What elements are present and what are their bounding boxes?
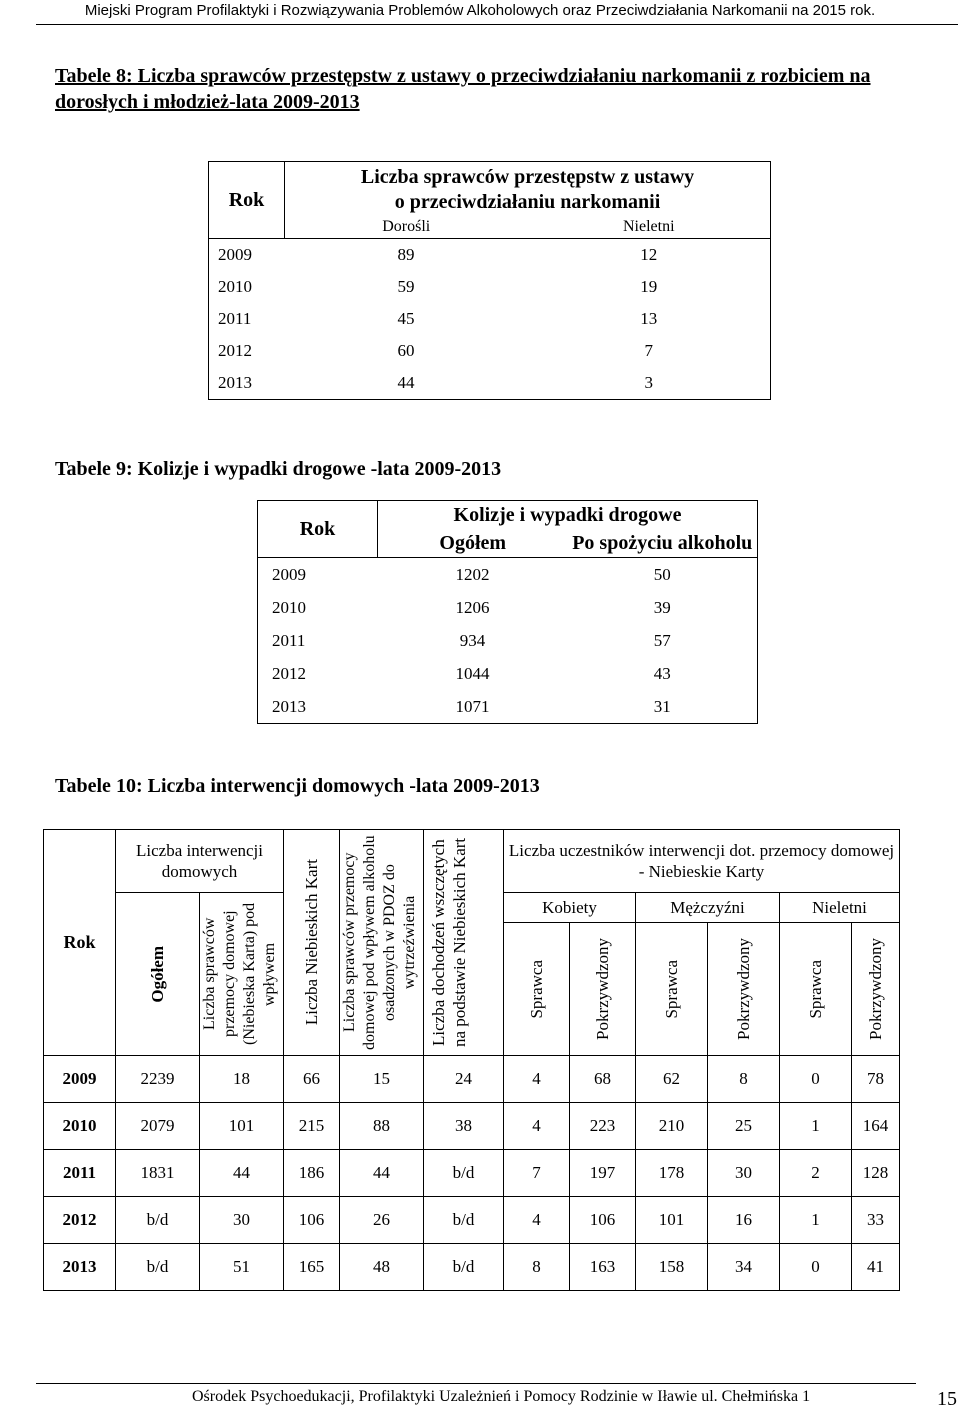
table10-header-victim-label: Pokrzywdzony [734, 938, 754, 1040]
table9-year: 2011 [272, 630, 306, 650]
table10-cell: 38 [424, 1103, 504, 1150]
table10 [43, 829, 900, 1291]
table8-minors: 19 [640, 277, 658, 296]
table9-alcohol: 57 [653, 630, 671, 650]
table9-year: 2010 [272, 597, 306, 617]
table10-cell: 18 [200, 1056, 284, 1103]
table10-cell: 66 [284, 1056, 340, 1103]
table-row [44, 1103, 900, 1150]
table10-cell: 48 [340, 1244, 424, 1291]
page-header: Miejski Program Profilaktyki i Rozwiązywania Problemów Alkoholowych oraz Przeciwdziałania Narkomanii na 2015 rok. [84, 2, 876, 19]
table9-year: 2013 [272, 696, 306, 716]
table10-cell: 78 [852, 1056, 900, 1103]
table10-cell: 106 [284, 1197, 340, 1244]
table10-cell: 51 [200, 1244, 284, 1291]
table10-cell: 186 [284, 1150, 340, 1197]
table10-header-perpetrators-alcohol [200, 893, 284, 1056]
table8-minors: 3 [644, 373, 653, 392]
table10-cell: 0 [780, 1056, 852, 1103]
table10-header-total [116, 893, 200, 1056]
table10-caption: Tabele 10: Liczba interwencji domowych -lata 2009-2013 [55, 775, 540, 797]
table10-cell: 8 [504, 1244, 570, 1291]
table10-header-proceedings-label: Liczba dochodzeń wszczętych na podstawie Niebieskich Kart [428, 837, 469, 1048]
table8-minors: 13 [640, 309, 658, 328]
table9-alcohol: 39 [653, 597, 671, 617]
footer-divider [36, 1383, 916, 1384]
table-row [209, 335, 771, 367]
table10-year: 2009 [44, 1056, 116, 1103]
table8-year: 2011 [218, 309, 252, 328]
table10-cell: 24 [424, 1056, 504, 1103]
table10-header-proceedings [424, 830, 504, 1056]
table9-header-total: Ogółem [378, 530, 568, 557]
table-row [258, 690, 758, 724]
table10-year: 2013 [44, 1244, 116, 1291]
table10-cell: b/d [116, 1197, 200, 1244]
table-row [258, 657, 758, 690]
table10-cell: 26 [340, 1197, 424, 1244]
table10-cell: 30 [708, 1150, 780, 1197]
table10-year: 2010 [44, 1103, 116, 1150]
table8-adults: 45 [397, 309, 415, 328]
table10-cell: 15 [340, 1056, 424, 1103]
table8-adults: 59 [397, 277, 415, 296]
table-row [44, 1056, 900, 1103]
table10-cell: 0 [780, 1244, 852, 1291]
table10-cell: b/d [424, 1150, 504, 1197]
table8-adults: 60 [397, 341, 415, 360]
table10-year: 2012 [44, 1197, 116, 1244]
table10-header-participants: Liczba uczestników interwencji dot. przemocy domowej - Niebieskie Karty [504, 830, 900, 893]
table-row [44, 1244, 900, 1291]
table9-alcohol: 43 [653, 663, 671, 683]
table10-cell: 165 [284, 1244, 340, 1291]
table10-header-men: Mężczyźni [636, 893, 780, 923]
table10-cell: b/d [424, 1244, 504, 1291]
table8-adults: 44 [397, 373, 415, 392]
table8-year: 2012 [218, 341, 252, 360]
table8-header-rok: Rok [209, 162, 285, 239]
header-divider [36, 24, 958, 25]
table9-year: 2012 [272, 663, 306, 683]
table10-cell: 44 [200, 1150, 284, 1197]
table-row [209, 303, 771, 335]
table10-header-minors-victim [852, 923, 900, 1056]
table10-cell: 215 [284, 1103, 340, 1150]
table10-cell: 4 [504, 1197, 570, 1244]
table-row [209, 239, 771, 272]
table8-year: 2009 [218, 245, 252, 264]
table10-header-men-perpetrator [636, 923, 708, 1056]
table10-cell: 197 [570, 1150, 636, 1197]
table10-cell: 88 [340, 1103, 424, 1150]
table-row [258, 558, 758, 592]
table10-header-interventions: Liczba interwencji domowych [116, 830, 284, 893]
table10-header-perpetrators-alcohol-label: Liczba sprawców przemocy domowej (Niebieska Karta) pod wpływem [201, 902, 278, 1046]
table-row [44, 1150, 900, 1197]
table10-header-detox-label: Liczba sprawców przemocy domowej pod wpływem alkoholu osadzonych w PDOZ do wytrzeźwienia [341, 835, 419, 1050]
table9-header-alcohol: Po spożyciu alkoholu [568, 530, 758, 557]
table9-caption: Tabele 9: Kolizje i wypadki drogowe -lata 2009-2013 [55, 458, 502, 480]
table9 [257, 500, 758, 724]
table10-cell: 8 [708, 1056, 780, 1103]
table10-cell: b/d [424, 1197, 504, 1244]
table9-total: 1202 [455, 564, 490, 584]
table9-header-rok: Rok [258, 501, 378, 558]
table10-cell: 33 [852, 1197, 900, 1244]
table10-cell: 4 [504, 1056, 570, 1103]
table10-header-rok: Rok [44, 830, 116, 1056]
table10-cell: 41 [852, 1244, 900, 1291]
table10-header-minors: Nieletni [780, 893, 900, 923]
table10-cell: 62 [636, 1056, 708, 1103]
table8 [208, 161, 771, 400]
table10-cell: 210 [636, 1103, 708, 1150]
table10-header-victim-label: Pokrzywdzony [866, 938, 886, 1040]
table10-header-perpetrator-label: Sprawca [662, 959, 682, 1019]
table8-group-header-line1: Liczba sprawców przestępstw z ustawy [360, 166, 695, 188]
table10-cell: 2 [780, 1150, 852, 1197]
table10-header-women-perpetrator [504, 923, 570, 1056]
table-row [209, 367, 771, 400]
table10-header-detox [340, 830, 424, 1056]
table8-minors: 7 [644, 341, 653, 360]
table10-cell: 30 [200, 1197, 284, 1244]
table9-total: 934 [459, 630, 486, 650]
table10-cell: 163 [570, 1244, 636, 1291]
table8-header-adults: Dorośli [285, 215, 528, 239]
table10-cell: 7 [504, 1150, 570, 1197]
table9-year: 2009 [272, 564, 306, 584]
table-row [209, 271, 771, 303]
table8-year: 2013 [218, 373, 252, 392]
table10-header-women-victim [570, 923, 636, 1056]
table8-minors: 12 [640, 245, 658, 264]
table-row [258, 624, 758, 657]
table8-group-header-line2: o przeciwdziałaniu narkomanii [394, 191, 661, 213]
table10-header-perpetrator-label: Sprawca [527, 959, 547, 1019]
table10-year: 2011 [44, 1150, 116, 1197]
table-row [44, 1197, 900, 1244]
table10-cell: 68 [570, 1056, 636, 1103]
table10-header-blue-cards [284, 830, 340, 1056]
table10-header-minors-perpetrator [780, 923, 852, 1056]
table9-alcohol: 31 [653, 696, 671, 716]
table10-cell: 223 [570, 1103, 636, 1150]
table10-header-blue-cards-label: Liczba Niebieskich Kart [302, 859, 322, 1026]
table10-cell: 2079 [116, 1103, 200, 1150]
table9-alcohol: 50 [653, 564, 671, 584]
table10-cell: b/d [116, 1244, 200, 1291]
table10-header-men-victim [708, 923, 780, 1056]
table10-cell: 1 [780, 1197, 852, 1244]
table10-cell: 16 [708, 1197, 780, 1244]
page-footer: Ośrodek Psychoedukacji, Profilaktyki Uzależnień i Pomocy Rodzinie w Iławie ul. Chełmińska 1 [192, 1388, 811, 1405]
table10-cell: 101 [636, 1197, 708, 1244]
table8-header-minors: Nieletni [528, 215, 771, 239]
table-row [258, 591, 758, 624]
table9-total: 1071 [455, 696, 490, 716]
table10-cell: 1831 [116, 1150, 200, 1197]
table10-header-victim-label: Pokrzywdzony [593, 938, 613, 1040]
table10-cell: 158 [636, 1244, 708, 1291]
table10-cell: 178 [636, 1150, 708, 1197]
table10-cell: 2239 [116, 1056, 200, 1103]
table8-year: 2010 [218, 277, 252, 296]
table10-cell: 101 [200, 1103, 284, 1150]
table10-cell: 164 [852, 1103, 900, 1150]
table10-cell: 34 [708, 1244, 780, 1291]
table8-caption: Tabele 8: Liczba sprawców przestępstw z ustawy o przeciwdziałaniu narkomanii z rozbiciem na dorosłych i młodzież-lata 2009-2013 [55, 65, 871, 113]
table10-header-perpetrator-label: Sprawca [806, 959, 826, 1019]
table10-cell: 106 [570, 1197, 636, 1244]
table10-cell: 44 [340, 1150, 424, 1197]
table8-group-header [285, 162, 771, 216]
table10-cell: 128 [852, 1150, 900, 1197]
page-number: 15 [937, 1388, 957, 1410]
table10-header-women: Kobiety [504, 893, 636, 923]
table9-total: 1044 [455, 663, 490, 683]
table10-cell: 1 [780, 1103, 852, 1150]
table10-cell: 4 [504, 1103, 570, 1150]
table9-group-header: Kolizje i wypadki drogowe [453, 504, 682, 527]
table9-total: 1206 [455, 597, 490, 617]
table10-cell: 25 [708, 1103, 780, 1150]
table8-adults: 89 [397, 245, 415, 264]
table10-header-total-label: Ogółem [148, 945, 167, 1003]
